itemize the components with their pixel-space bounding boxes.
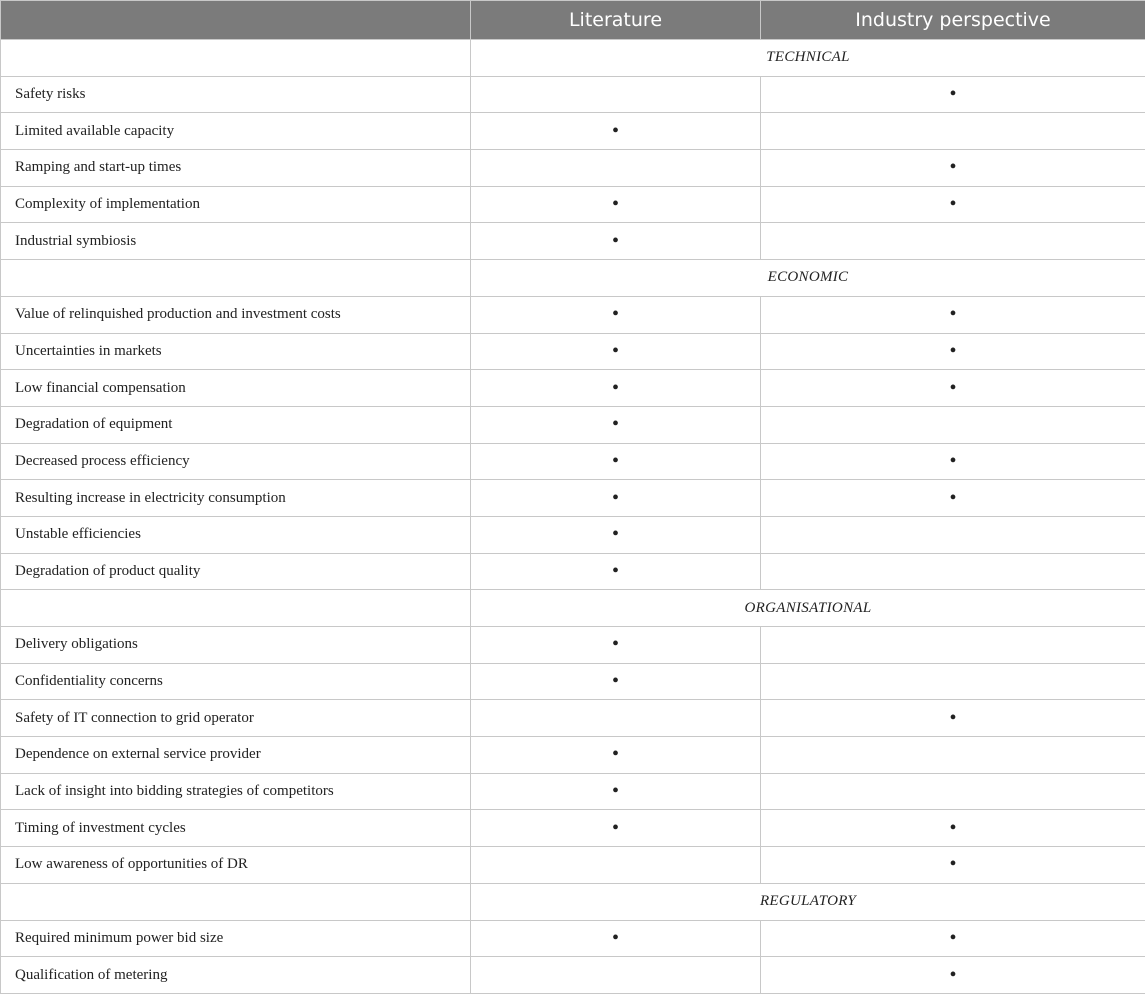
table-row [1,480,1145,517]
table-row [1,406,1145,443]
literature-mark: • [471,370,761,407]
barrier-label: Dependence on external service provider [1,737,471,774]
barrier-label: Industrial symbiosis [1,223,471,260]
section-row [1,883,1145,920]
literature-mark: • [471,810,761,847]
table-row [1,370,1145,407]
table-row [1,186,1145,223]
section-row [1,590,1145,627]
table-row [1,663,1145,700]
industry-mark: • [761,847,1145,884]
section-blank-cell [1,590,471,627]
barrier-label: Degradation of product quality [1,553,471,590]
barrier-label: Low financial compensation [1,370,471,407]
industry-mark [761,737,1145,774]
section-title: TECHNICAL [471,40,1145,77]
table-row [1,847,1145,884]
industry-mark: • [761,150,1145,187]
barrier-label: Ramping and start-up times [1,150,471,187]
industry-mark: • [761,480,1145,517]
table-row [1,737,1145,774]
barrier-label: Unstable efficiencies [1,516,471,553]
barrier-label: Delivery obligations [1,627,471,664]
barrier-label: Safety risks [1,76,471,113]
literature-mark: • [471,333,761,370]
literature-mark: • [471,773,761,810]
section-blank-cell [1,260,471,297]
table-body [1,40,1145,994]
barrier-label: Low awareness of opportunities of DR [1,847,471,884]
literature-mark: • [471,920,761,957]
industry-mark [761,663,1145,700]
industry-mark: • [761,76,1145,113]
literature-mark: • [471,113,761,150]
header-literature: Literature [471,1,761,40]
table-row [1,773,1145,810]
literature-mark [471,150,761,187]
literature-mark: • [471,553,761,590]
literature-mark: • [471,223,761,260]
section-title: ECONOMIC [471,260,1145,297]
industry-mark: • [761,920,1145,957]
industry-mark: • [761,296,1145,333]
industry-mark: • [761,443,1145,480]
barrier-label: Required minimum power bid size [1,920,471,957]
literature-mark [471,957,761,994]
table-row [1,150,1145,187]
industry-mark [761,773,1145,810]
literature-mark: • [471,737,761,774]
header-industry-perspective: Industry perspective [761,1,1145,40]
table-row [1,553,1145,590]
section-blank-cell [1,40,471,77]
table-row [1,700,1145,737]
barrier-label: Decreased process efficiency [1,443,471,480]
table-row [1,443,1145,480]
table-row [1,627,1145,664]
barrier-label: Uncertainties in markets [1,333,471,370]
barrier-label: Confidentiality concerns [1,663,471,700]
literature-mark [471,700,761,737]
section-title: REGULATORY [471,883,1145,920]
table-row [1,810,1145,847]
industry-mark: • [761,957,1145,994]
industry-mark [761,627,1145,664]
table-row [1,113,1145,150]
industry-mark [761,553,1145,590]
section-blank-cell [1,883,471,920]
literature-mark: • [471,663,761,700]
section-title: ORGANISATIONAL [471,590,1145,627]
table-row [1,76,1145,113]
industry-mark: • [761,700,1145,737]
industry-mark [761,223,1145,260]
literature-mark: • [471,480,761,517]
industry-mark: • [761,333,1145,370]
literature-mark: • [471,443,761,480]
literature-mark: • [471,296,761,333]
section-row [1,40,1145,77]
industry-mark [761,406,1145,443]
header-blank [1,1,471,40]
literature-mark [471,76,761,113]
table-row [1,516,1145,553]
table-row [1,920,1145,957]
barrier-label: Complexity of implementation [1,186,471,223]
table-row [1,223,1145,260]
industry-mark: • [761,370,1145,407]
barrier-label: Qualification of metering [1,957,471,994]
barrier-label: Limited available capacity [1,113,471,150]
barrier-label: Timing of investment cycles [1,810,471,847]
literature-mark: • [471,186,761,223]
table-row [1,333,1145,370]
industry-mark: • [761,186,1145,223]
literature-mark: • [471,627,761,664]
barrier-label: Lack of insight into bidding strategies of competitors [1,773,471,810]
barrier-label: Resulting increase in electricity consumption [1,480,471,517]
barrier-label: Value of relinquished production and investment costs [1,296,471,333]
table-row [1,296,1145,333]
barrier-label: Safety of IT connection to grid operator [1,700,471,737]
industry-mark [761,516,1145,553]
literature-mark [471,847,761,884]
industry-mark [761,113,1145,150]
table-row [1,957,1145,994]
header-row [1,1,1145,40]
barrier-label: Degradation of equipment [1,406,471,443]
section-row [1,260,1145,297]
industry-mark: • [761,810,1145,847]
literature-mark: • [471,516,761,553]
literature-mark: • [471,406,761,443]
